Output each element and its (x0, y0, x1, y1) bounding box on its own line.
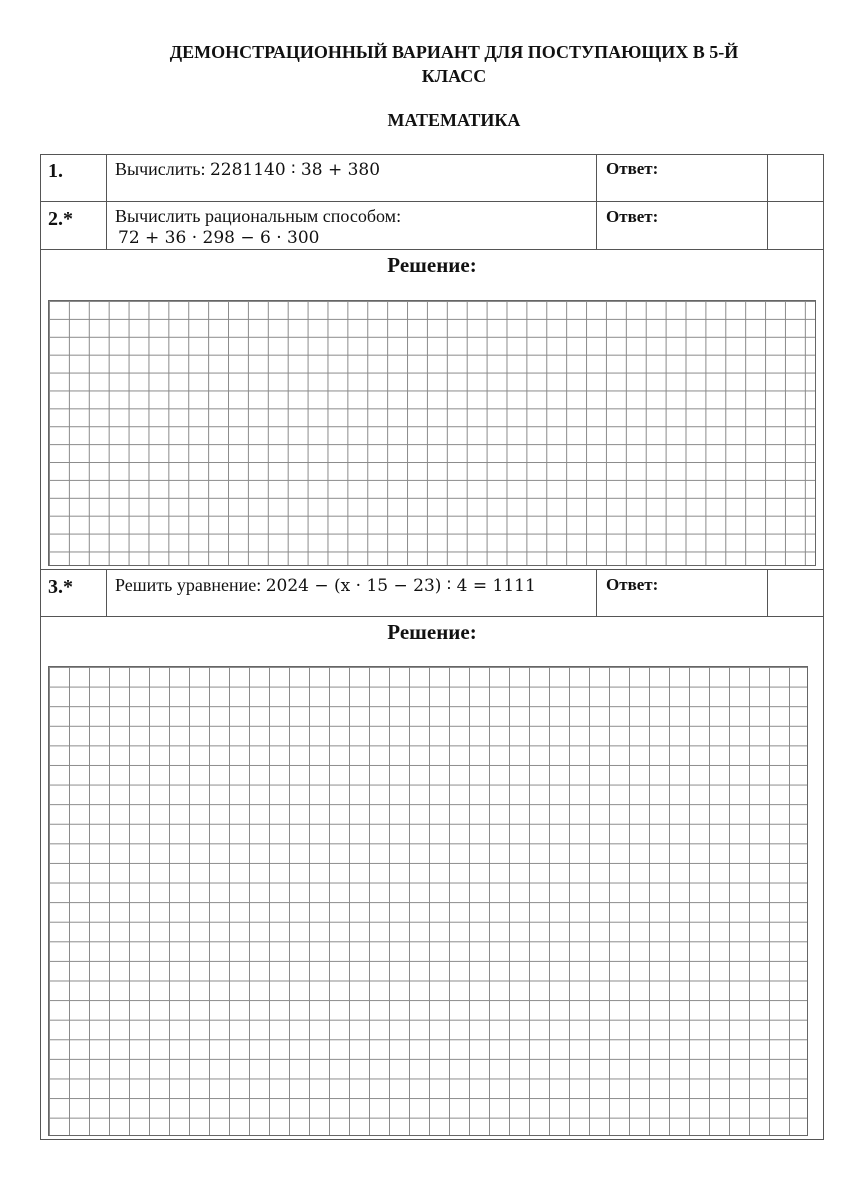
document-title: ДЕМОНСТРАЦИОННЫЙ ВАРИАНТ ДЛЯ ПОСТУПАЮЩИХ В 5-Й (169, 42, 739, 62)
task-prompt: Вычислить рациональным способом: (115, 206, 402, 226)
answer-label: Ответ: (606, 159, 659, 178)
document-title-continued: КЛАСС (421, 66, 487, 86)
answer-label: Ответ: (606, 575, 659, 594)
answer-label: Ответ: (606, 207, 659, 226)
solution-label: Решение: (387, 253, 477, 277)
answer-box[interactable] (768, 570, 823, 616)
task-expression: 2281140 ∶ 38 + 380 (209, 160, 381, 180)
task-text (115, 574, 536, 597)
solution-grid[interactable] (48, 300, 816, 566)
answer-box[interactable] (768, 202, 823, 249)
task-row-1 (40, 154, 824, 201)
subject-heading: МАТЕМАТИКА (387, 110, 521, 130)
task-text (115, 205, 401, 249)
task-expression: 2024 − (x · 15 − 23) ∶ 4 = 1111 (265, 576, 536, 596)
task-number: 3.* (48, 576, 73, 598)
answer-box[interactable] (768, 154, 823, 200)
task-prompt: Вычислить: (115, 159, 210, 179)
task-row-2 (40, 201, 824, 249)
task-prompt: Решить уравнение: (115, 575, 266, 595)
task-text (115, 158, 380, 181)
solution-grid[interactable] (48, 666, 808, 1136)
task-row-3 (40, 569, 824, 616)
solution-label: Решение: (387, 620, 477, 644)
task-expression: 72 + 36 · 298 − 6 · 300 (118, 228, 320, 248)
task-number: 2.* (48, 208, 73, 230)
task-number: 1. (48, 160, 63, 182)
